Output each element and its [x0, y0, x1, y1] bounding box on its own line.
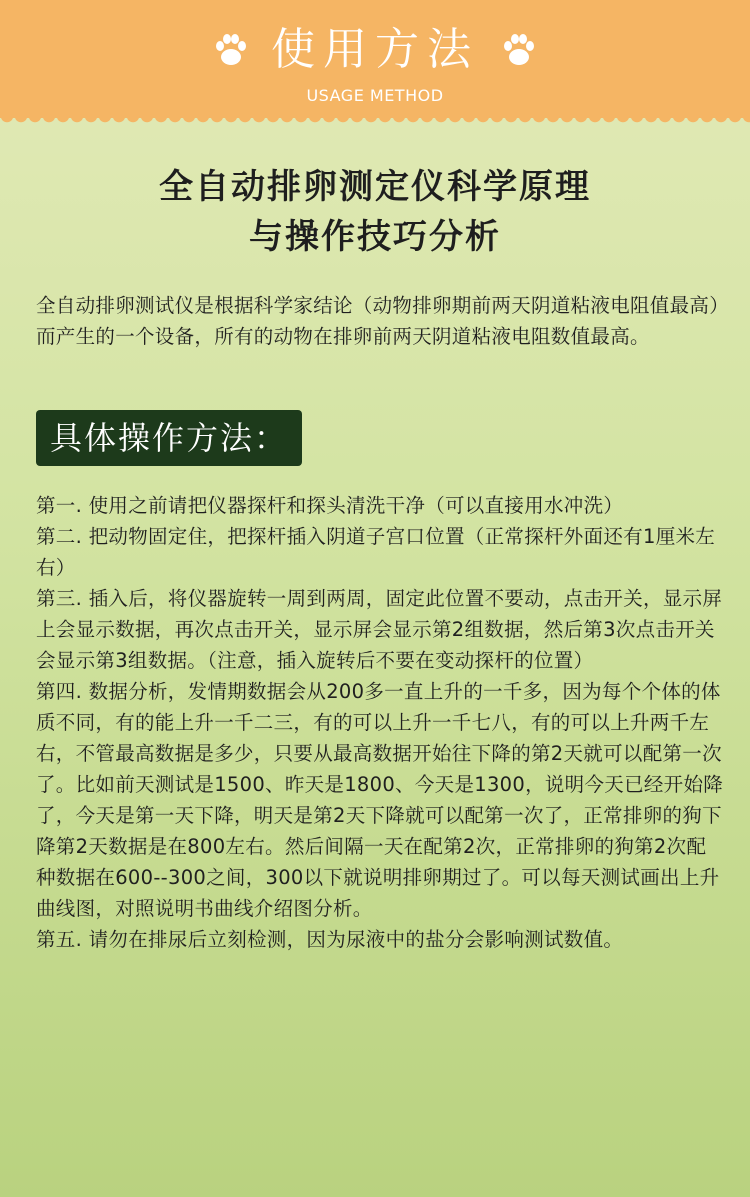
section-heading: 具体操作方法：: [36, 410, 302, 466]
article-title-line-1: 全自动排卵测定仪科学原理: [159, 167, 591, 207]
header-subtitle: USAGE METHOD: [306, 86, 444, 105]
header-banner: [0, 0, 750, 118]
header-title-row: [0, 22, 750, 78]
header-title: 使用方法: [271, 24, 479, 75]
intro-paragraph: 全自动排卵测试仪是根据科学家结论（动物排卵期前两天阴道粘液电阻值最高）而产生的一个设备，所有的动物在排卵前两天阴道粘液电阻数值最高。: [36, 294, 720, 348]
paw-icon: [211, 30, 251, 70]
step-item-3: 第三. 插入后，将仪器旋转一周到两周，固定此位置不要动，点击开关，显示屏上会显示数据，再次点击开关，显示屏会显示第2组数据，然后第3次点击开关会显示第3组数据。（注意，插入旋转后不要在变动探杆的位置）: [36, 587, 723, 672]
paw-icon: [499, 30, 539, 70]
article-title: [0, 162, 750, 262]
article-title-line-2: 与操作技巧分析: [249, 217, 501, 257]
steps-list: [36, 490, 726, 955]
step-item-4: 第四. 数据分析，发情期数据会从200多一直上升的一千多，因为每个个体的体质不同，有的能上升一千二三，有的可以上升一千七八，有的可以上升两千左右，不管最高数据是多少，只要从最高数据开始往下降的第2天就可以配第一次了。比如前天测试是1500、昨天是1800、今天是1300，说明今天已经开始降了，今天是第一天下降，明天是第2天下降就可以配第一次了，正常排卵的狗下降第2天数据是在800左右。然后间隔一天在配第2次，正常排卵的狗第2次配种数据在600--300之间，300以下就说明排卵期过了。可以每天测试画出上升曲线图，对照说明书曲线介绍图分析。: [36, 680, 724, 920]
step-item-5: 第五. 请勿在排尿后立刻检测，因为尿液中的盐分会影响测试数值。: [36, 928, 624, 951]
step-item-1: 第一. 使用之前请把仪器探杆和探头清洗干净（可以直接用水冲洗）: [36, 494, 624, 517]
step-item-2: 第二. 把动物固定住，把探杆插入阴道子宫口位置（正常探杆外面还有1厘米左右）: [36, 525, 716, 579]
